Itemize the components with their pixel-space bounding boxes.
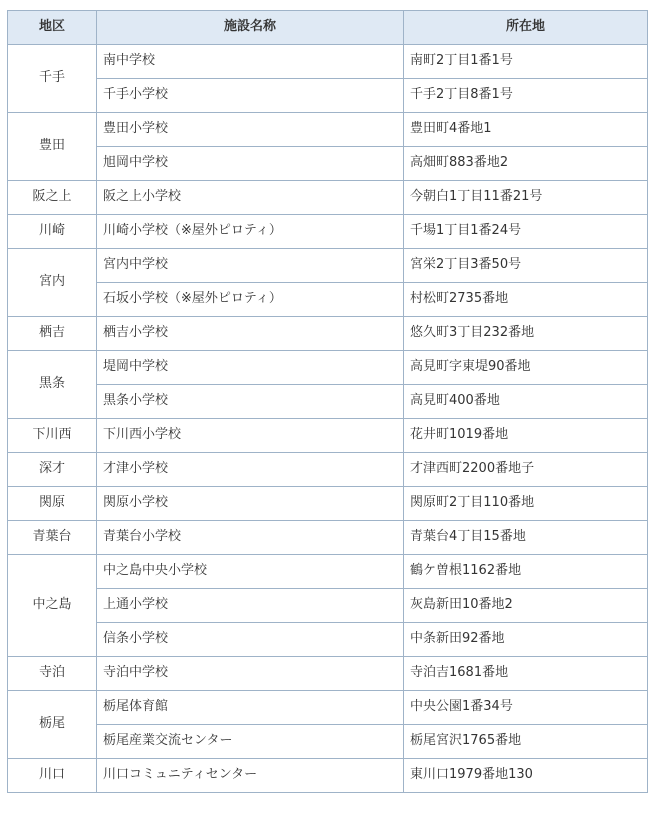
table-row xyxy=(8,181,648,215)
area-cell: 中之島 xyxy=(8,555,97,657)
table-row xyxy=(8,453,648,487)
table-header xyxy=(8,11,648,45)
area-cell: 阪之上 xyxy=(8,181,97,215)
facility-name-cell: 栃尾体育館 xyxy=(97,691,404,725)
header-facility-name: 施設名称 xyxy=(97,11,404,45)
facility-name-cell: 信条小学校 xyxy=(97,623,404,657)
address-cell: 中条新田92番地 xyxy=(404,623,648,657)
address-cell: 才津西町2200番地子 xyxy=(404,453,648,487)
table-body xyxy=(8,45,648,793)
address-cell: 南町2丁目1番1号 xyxy=(404,45,648,79)
facility-name-cell: 栖吉小学校 xyxy=(97,317,404,351)
area-cell: 宮内 xyxy=(8,249,97,317)
facility-table xyxy=(7,10,648,793)
address-cell: 豊田町4番地1 xyxy=(404,113,648,147)
area-cell: 豊田 xyxy=(8,113,97,181)
area-cell: 青葉台 xyxy=(8,521,97,555)
table-row xyxy=(8,215,648,249)
address-cell: 千場1丁目1番24号 xyxy=(404,215,648,249)
address-cell: 東川口1979番地130 xyxy=(404,759,648,793)
facility-name-cell: 栃尾産業交流センター xyxy=(97,725,404,759)
table-row xyxy=(8,317,648,351)
table-row xyxy=(8,657,648,691)
facility-name-cell: 石坂小学校（※屋外ピロティ） xyxy=(97,283,404,317)
area-cell: 川崎 xyxy=(8,215,97,249)
table-row xyxy=(8,79,648,113)
facility-name-cell: 千手小学校 xyxy=(97,79,404,113)
address-cell: 高見町字東堤90番地 xyxy=(404,351,648,385)
header-row xyxy=(8,11,648,45)
area-cell: 栖吉 xyxy=(8,317,97,351)
facility-name-cell: 川崎小学校（※屋外ピロティ） xyxy=(97,215,404,249)
header-area: 地区 xyxy=(8,11,97,45)
address-cell: 高畑町883番地2 xyxy=(404,147,648,181)
area-cell: 栃尾 xyxy=(8,691,97,759)
address-cell: 村松町2735番地 xyxy=(404,283,648,317)
address-cell: 寺泊吉1681番地 xyxy=(404,657,648,691)
facility-name-cell: 南中学校 xyxy=(97,45,404,79)
address-cell: 悠久町3丁目232番地 xyxy=(404,317,648,351)
area-cell: 寺泊 xyxy=(8,657,97,691)
facility-name-cell: 阪之上小学校 xyxy=(97,181,404,215)
facility-name-cell: 旭岡中学校 xyxy=(97,147,404,181)
facility-name-cell: 黒条小学校 xyxy=(97,385,404,419)
address-cell: 宮栄2丁目3番50号 xyxy=(404,249,648,283)
table-row xyxy=(8,45,648,79)
area-cell: 川口 xyxy=(8,759,97,793)
facility-name-cell: 宮内中学校 xyxy=(97,249,404,283)
table-row xyxy=(8,419,648,453)
table-row xyxy=(8,487,648,521)
address-cell: 灰島新田10番地2 xyxy=(404,589,648,623)
address-cell: 花井町1019番地 xyxy=(404,419,648,453)
facility-name-cell: 堤岡中学校 xyxy=(97,351,404,385)
table-row xyxy=(8,249,648,283)
table-row xyxy=(8,385,648,419)
table-row xyxy=(8,283,648,317)
address-cell: 栃尾宮沢1765番地 xyxy=(404,725,648,759)
facility-name-cell: 上通小学校 xyxy=(97,589,404,623)
area-cell: 下川西 xyxy=(8,419,97,453)
table-row xyxy=(8,589,648,623)
facility-name-cell: 才津小学校 xyxy=(97,453,404,487)
facility-name-cell: 青葉台小学校 xyxy=(97,521,404,555)
area-cell: 黒条 xyxy=(8,351,97,419)
facility-name-cell: 川口コミュニティセンター xyxy=(97,759,404,793)
address-cell: 青葉台4丁目15番地 xyxy=(404,521,648,555)
area-cell: 千手 xyxy=(8,45,97,113)
facility-name-cell: 下川西小学校 xyxy=(97,419,404,453)
table-row xyxy=(8,759,648,793)
table-row xyxy=(8,147,648,181)
table-row xyxy=(8,623,648,657)
table-row xyxy=(8,521,648,555)
table-row xyxy=(8,725,648,759)
address-cell: 中央公園1番34号 xyxy=(404,691,648,725)
area-cell: 関原 xyxy=(8,487,97,521)
table-row xyxy=(8,555,648,589)
table-row xyxy=(8,113,648,147)
address-cell: 高見町400番地 xyxy=(404,385,648,419)
table-row xyxy=(8,351,648,385)
address-cell: 千手2丁目8番1号 xyxy=(404,79,648,113)
facility-name-cell: 関原小学校 xyxy=(97,487,404,521)
facility-name-cell: 豊田小学校 xyxy=(97,113,404,147)
facility-name-cell: 寺泊中学校 xyxy=(97,657,404,691)
address-cell: 今朝白1丁目11番21号 xyxy=(404,181,648,215)
facility-name-cell: 中之島中央小学校 xyxy=(97,555,404,589)
header-address: 所在地 xyxy=(404,11,648,45)
table-row xyxy=(8,691,648,725)
area-cell: 深才 xyxy=(8,453,97,487)
address-cell: 関原町2丁目110番地 xyxy=(404,487,648,521)
address-cell: 鶴ケ曽根1162番地 xyxy=(404,555,648,589)
